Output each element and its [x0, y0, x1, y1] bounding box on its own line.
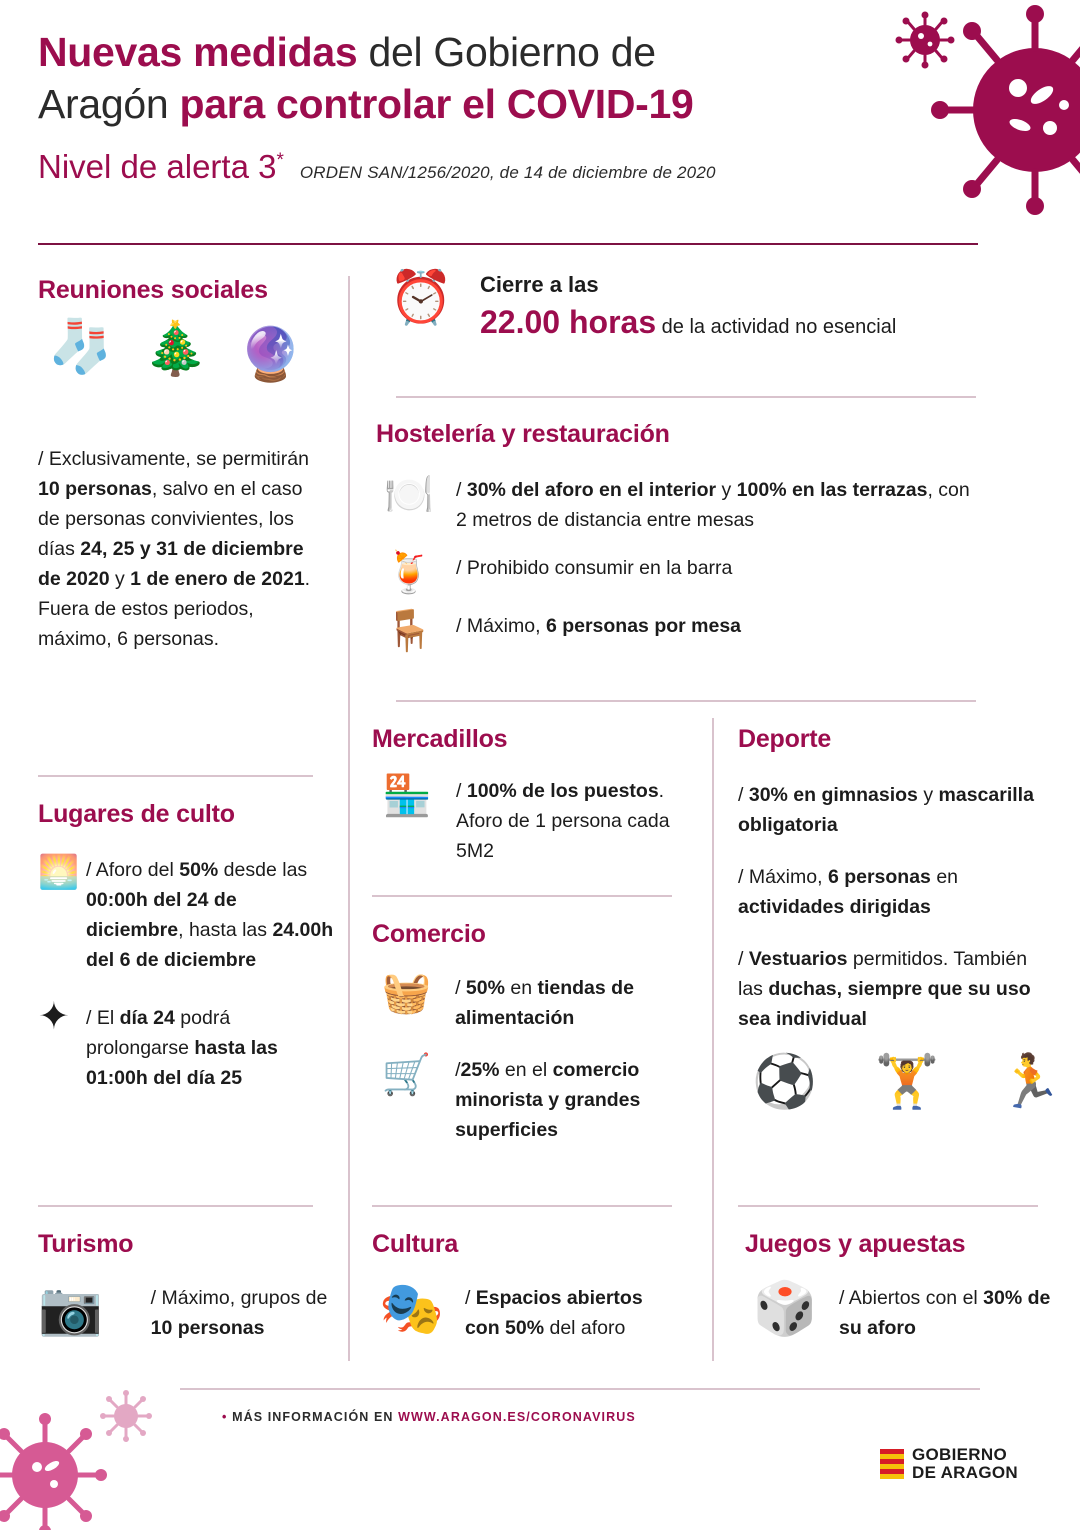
shopping-cart-icon: 🛒 [381, 1053, 432, 1097]
order-reference: ORDEN SAN/1256/2020, de 14 de diciembre de 2020 [299, 163, 716, 182]
cultura-text [465, 1283, 682, 1343]
reuniones-t2: , salvo en el caso de personas convivientes, los días [38, 478, 303, 560]
turismo-b1: 10 personas [150, 1317, 265, 1339]
dice-icon: 🎲 [752, 1280, 818, 1338]
cierre-text [480, 272, 896, 341]
dep3-b1: Vestuarios [748, 948, 848, 970]
jue-t1: / Abiertos con el [839, 1287, 984, 1309]
virus-decoration-small-top [895, 10, 955, 75]
com1-b2: tiendas de alimentación [455, 977, 634, 1029]
culto1-t3: , hasta las [178, 919, 273, 941]
virus-small-icon-2 [100, 1390, 152, 1442]
culto1-b1: 50% [179, 859, 219, 881]
christmas-bauble-icon: 🔮 [238, 326, 303, 384]
cocktail-icon: 🍹 [384, 551, 434, 595]
soccer-ball-icon: ⚽ [752, 1053, 817, 1111]
column-divider-left [348, 276, 350, 1361]
com2-t1: / [455, 1059, 461, 1081]
section-juegos-apuestas [745, 1230, 1065, 1343]
culto2-t2: podrá prolongarse [86, 1007, 231, 1059]
hosteleria-item-1-text [456, 475, 976, 535]
culto2-b1: día 24 [119, 1007, 175, 1029]
cul-t2: del aforo [544, 1317, 626, 1339]
culto-item-1 [38, 855, 343, 975]
logo-line-1: GOBIERNO [912, 1445, 1007, 1464]
cierre-line1: Cierre a las [480, 272, 599, 297]
logo-line-2: DE ARAGON [912, 1463, 1018, 1482]
deporte-item-3 [738, 944, 1056, 1034]
reuniones-b1: 10 personas [38, 478, 152, 500]
virus-icon-2 [0, 1400, 130, 1530]
hosteleria-item-2-text [456, 553, 976, 583]
mercadillos-text [456, 776, 671, 866]
reuniones-b3: 1 de enero de 2021 [130, 568, 305, 590]
aragon-flag-icon [880, 1449, 904, 1479]
theatre-masks-icon: 🎭 [379, 1280, 444, 1338]
divider-comercio [372, 1205, 672, 1207]
dep2-t2: en [930, 866, 959, 888]
com1-t2: en [504, 977, 538, 999]
column-divider-right [712, 718, 714, 1361]
grocery-basket-icon: 🧺 [381, 971, 432, 1015]
reuniones-t4: . Fuera de estos periodos, máximo, 6 personas. [38, 568, 311, 650]
footer-divider [180, 1388, 980, 1390]
title-highlight-1: Nuevas medidas [38, 29, 358, 75]
juegos-text [839, 1283, 1054, 1343]
market-stall-icon: 🏪 [382, 774, 432, 818]
runner-icon: 🏃 [997, 1053, 1063, 1111]
divider-hosteleria [396, 700, 976, 702]
virus-icon [930, 0, 1080, 230]
culto-item-2 [38, 996, 343, 1093]
dep3-t1: / [738, 948, 749, 970]
section-title-deporte: Deporte [738, 725, 832, 753]
cierre-rest: de la actividad no esencial [656, 316, 897, 338]
culto1-t2: desde las [218, 859, 308, 881]
reuniones-text [38, 444, 328, 654]
subtitle-row [38, 148, 868, 186]
hosteleria-item-2 [376, 553, 976, 593]
dep2-b1: 6 personas [827, 866, 931, 888]
section-title-culto: Lugares de culto [38, 800, 235, 828]
header-divider [38, 243, 978, 245]
reuniones-b2: 24, 25 y 31 de diciembre de 2020 [38, 538, 304, 590]
divider-mercadillos [372, 895, 672, 897]
reuniones-t3: y [109, 568, 131, 590]
com2-t2: en el [499, 1059, 553, 1081]
divider-reuniones [38, 775, 313, 777]
christmas-stocking-icon: 🧦 [48, 318, 113, 376]
com1-b1: 50% [465, 977, 505, 999]
dep1-t1: / [738, 784, 749, 806]
com1-t1: / [455, 977, 466, 999]
cul-b1: Espacios abiertos con 50% [464, 1287, 643, 1339]
section-deporte [738, 725, 1063, 1111]
title-plain-2: Aragón [38, 81, 180, 127]
virus-decoration-top-right [930, 0, 1080, 220]
cierre-row [376, 269, 976, 341]
footer-info [222, 1410, 636, 1424]
hosteleria-item-3-text [456, 611, 976, 641]
christmas-tree-icon: 🎄 [143, 320, 208, 378]
turismo-text [151, 1283, 343, 1343]
dep2-b2: actividades dirigidas [738, 896, 931, 918]
weightlifter-icon: 🏋️ [874, 1053, 940, 1111]
comercio-item-2 [372, 1055, 682, 1145]
section-turismo [38, 1230, 343, 1343]
page-header [38, 26, 868, 186]
section-lugares-de-culto [38, 800, 343, 1093]
section-title-cultura: Cultura [372, 1230, 459, 1258]
alert-level-asterisk: * [276, 150, 284, 171]
section-title-juegos: Juegos y apuestas [745, 1230, 966, 1258]
dep1-b1: 30% en gimnasios [748, 784, 918, 806]
section-title-reuniones: Reuniones sociales [38, 276, 268, 304]
hosteleria-item-1 [376, 475, 976, 535]
host1-b1: 30% del aforo en el interior [466, 479, 717, 501]
food-cover-icon: 🍽️ [384, 473, 434, 517]
host3-b1: 6 personas por mesa [545, 615, 742, 637]
cierre-big-hours: 22.00 horas [480, 304, 657, 340]
section-title-turismo: Turismo [38, 1230, 134, 1258]
divider-deporte [738, 1205, 1038, 1207]
section-title-comercio: Comercio [372, 920, 486, 948]
host1-b2: 100% en las terrazas [736, 479, 928, 501]
cultura-row [372, 1280, 682, 1343]
culto1-b2: 00:00h del 24 de diciembre [86, 889, 237, 941]
section-title-hosteleria: Hostelería y restauración [376, 420, 670, 448]
section-title-mercadillos: Mercadillos [372, 725, 508, 753]
merc-t2: . Aforo de 1 persona cada 5M2 [456, 780, 670, 862]
reuniones-icons [38, 318, 338, 416]
dep3-b2: duchas, siempre que su uso sea individual [738, 978, 1031, 1030]
virus-decoration-bottom-small [100, 1390, 152, 1447]
section-mercadillos [372, 725, 672, 866]
table-chairs-icon: 🪑 [384, 609, 434, 653]
turismo-row [38, 1280, 343, 1343]
gobierno-de-aragon-logo [880, 1446, 1018, 1482]
mercadillos-row [372, 776, 672, 866]
virus-decoration-bottom-left [0, 1400, 130, 1535]
virus-small-icon [895, 10, 955, 70]
section-comercio [372, 920, 682, 1145]
reuniones-t1: / Exclusivamente, se permitirán [38, 448, 309, 470]
host2-t1: / Prohibido consumir en la barra [456, 557, 733, 579]
divider-cierre [396, 396, 976, 398]
com2-b2: comercio minorista y grandes superficies [455, 1059, 641, 1141]
page-title [38, 26, 868, 130]
camera-icon: 📷 [38, 1280, 103, 1338]
section-cultura [372, 1230, 682, 1343]
culto1-t1: / Aforo del [86, 859, 180, 881]
dep3-t2: permitidos. También las [738, 948, 1028, 1000]
merc-b1: 100% de los puestos [466, 780, 659, 802]
host1-t3: , con 2 metros de distancia entre mesas [456, 479, 970, 531]
culto2-t1: / El [86, 1007, 120, 1029]
culto1-b3: 24.00h del 6 de diciembre [86, 919, 334, 971]
deporte-item-1 [738, 780, 1056, 840]
cierre-line2 [480, 304, 896, 341]
deporte-item-2 [738, 862, 1056, 922]
footer-label: MÁS INFORMACIÓN EN [232, 1410, 399, 1424]
host1-t1: / [456, 479, 467, 501]
alert-level [38, 148, 284, 186]
star-icon: ✦ [38, 996, 70, 1038]
section-cierre [376, 269, 976, 341]
com2-b1: 25% [460, 1059, 500, 1081]
deporte-icons [738, 1053, 1063, 1111]
juegos-row [745, 1280, 1065, 1343]
dep2-t1: / Máximo, [738, 866, 828, 888]
alert-level-label: Nivel de alerta 3 [38, 148, 277, 185]
turismo-t1: / Máximo, grupos de [150, 1287, 328, 1309]
culto-item-1-text [86, 855, 338, 975]
hosteleria-item-3 [376, 611, 976, 651]
comercio-item-1 [372, 973, 682, 1033]
footer-url[interactable]: WWW.ARAGON.ES/CORONAVIRUS [398, 1410, 636, 1424]
footer-bullet: • [222, 1410, 228, 1424]
title-plain-1: del Gobierno de [357, 29, 656, 75]
alarm-clock-icon: ⏰ [388, 269, 454, 327]
jue-b1: 30% de su aforo [839, 1287, 1051, 1339]
host3-t1: / Máximo, [456, 615, 546, 637]
title-highlight-2: para controlar el COVID-19 [179, 81, 694, 127]
comercio-item-2-text [455, 1055, 682, 1145]
section-hosteleria [376, 420, 976, 651]
sunrise-icon: 🌅 [38, 853, 80, 890]
comercio-item-1-text [455, 973, 682, 1033]
divider-culto [38, 1205, 313, 1207]
culto-item-2-text [86, 1003, 338, 1093]
merc-t1: / [456, 780, 467, 802]
cul-t1: / [464, 1287, 476, 1309]
culto2-b2: hasta las 01:00h del día 25 [86, 1037, 278, 1089]
host1-t2: y [716, 479, 737, 501]
dep1-b2: mascarilla obligatoria [738, 784, 1034, 836]
section-reuniones-sociales [38, 276, 338, 654]
gobierno-logo-text [912, 1446, 1018, 1482]
dep1-t2: y [917, 784, 939, 806]
